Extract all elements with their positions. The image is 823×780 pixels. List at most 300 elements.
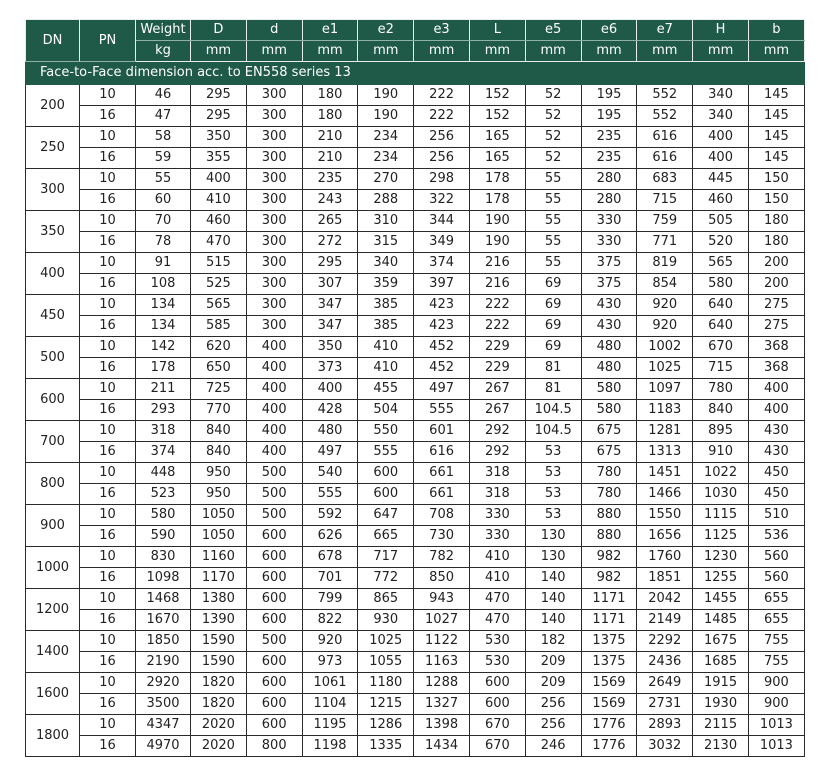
table-cell: 600 [246, 694, 302, 715]
table-cell: 180 [748, 232, 804, 253]
table-cell: 178 [469, 169, 525, 190]
table-cell: 256 [525, 715, 581, 736]
table-cell: 2115 [693, 715, 749, 736]
table-cell: 16 [80, 568, 136, 589]
table-cell: 150 [748, 190, 804, 211]
table-row [26, 358, 805, 379]
table-cell: 300 [246, 85, 302, 106]
table-cell: 10 [80, 421, 136, 442]
table-cell: 368 [748, 337, 804, 358]
table-cell: 300 [246, 274, 302, 295]
table-cell: 460 [693, 190, 749, 211]
table-cell: 520 [693, 232, 749, 253]
table-cell: 280 [581, 169, 637, 190]
header-pn: PN [80, 20, 136, 62]
table-cell: 840 [191, 421, 247, 442]
table-cell: 235 [302, 169, 358, 190]
table-cell: 55 [525, 253, 581, 274]
header-dn: DN [26, 20, 80, 62]
table-cell: 601 [414, 421, 470, 442]
table-cell: 400 [748, 400, 804, 421]
table-cell: 300 [246, 106, 302, 127]
table-cell: 1590 [191, 652, 247, 673]
table-cell: 292 [469, 421, 525, 442]
table-cell: 650 [191, 358, 247, 379]
table-cell: 55 [525, 211, 581, 232]
table-cell: 600 [246, 526, 302, 547]
table-cell: 300 [246, 169, 302, 190]
table-cell: 1335 [358, 736, 414, 757]
table-cell: 410 [358, 337, 414, 358]
table-cell: 52 [525, 148, 581, 169]
table-cell: 600 [246, 547, 302, 568]
table-cell: 340 [693, 106, 749, 127]
table-cell: 655 [748, 589, 804, 610]
dimension-table [25, 19, 805, 757]
dn-cell: 800 [26, 463, 80, 505]
table-cell: 374 [414, 253, 470, 274]
table-cell: 800 [246, 736, 302, 757]
table-cell: 55 [525, 232, 581, 253]
dn-cell: 700 [26, 421, 80, 463]
table-row [26, 463, 805, 484]
table-cell: 58 [136, 127, 191, 148]
table-cell: 455 [358, 379, 414, 400]
table-cell: 708 [414, 505, 470, 526]
table-cell: 1104 [302, 694, 358, 715]
table-cell: 1097 [637, 379, 693, 400]
table-cell: 355 [191, 148, 247, 169]
table-cell: 3032 [637, 736, 693, 757]
table-cell: 585 [191, 316, 247, 337]
table-cell: 340 [358, 253, 414, 274]
table-cell: 78 [136, 232, 191, 253]
table-cell: 385 [358, 316, 414, 337]
table-cell: 523 [136, 484, 191, 505]
table-cell: 550 [358, 421, 414, 442]
table-cell: 430 [581, 316, 637, 337]
table-cell: 555 [302, 484, 358, 505]
unit-e1: mm [302, 41, 358, 62]
table-cell: 580 [581, 379, 637, 400]
table-cell: 1685 [693, 652, 749, 673]
table-cell: 211 [136, 379, 191, 400]
unit-h: mm [693, 41, 749, 62]
table-cell: 1013 [748, 715, 804, 736]
table-cell: 850 [414, 568, 470, 589]
table-cell: 497 [414, 379, 470, 400]
table-cell: 1030 [693, 484, 749, 505]
table-cell: 725 [191, 379, 247, 400]
table-cell: 315 [358, 232, 414, 253]
header-h: H [693, 20, 749, 41]
table-cell: 69 [525, 295, 581, 316]
table-cell: 1466 [637, 484, 693, 505]
table-cell: 895 [693, 421, 749, 442]
table-cell: 600 [469, 673, 525, 694]
table-cell: 505 [693, 211, 749, 232]
unit-b: mm [748, 41, 804, 62]
table-cell: 1171 [581, 610, 637, 631]
table-cell: 344 [414, 211, 470, 232]
table-cell: 140 [525, 589, 581, 610]
table-cell: 265 [302, 211, 358, 232]
table-cell: 448 [136, 463, 191, 484]
table-cell: 616 [637, 148, 693, 169]
table-cell: 293 [136, 400, 191, 421]
table-cell: 500 [246, 505, 302, 526]
table-cell: 525 [191, 274, 247, 295]
table-cell: 375 [581, 253, 637, 274]
table-cell: 300 [246, 232, 302, 253]
table-row [26, 484, 805, 505]
table-cell: 580 [693, 274, 749, 295]
table-cell: 560 [748, 568, 804, 589]
table-cell: 16 [80, 358, 136, 379]
table-cell: 10 [80, 631, 136, 652]
table-row [26, 148, 805, 169]
table-cell: 1398 [414, 715, 470, 736]
table-cell: 1451 [637, 463, 693, 484]
table-cell: 755 [748, 631, 804, 652]
table-cell: 2292 [637, 631, 693, 652]
table-cell: 410 [191, 190, 247, 211]
table-row [26, 106, 805, 127]
table-cell: 480 [302, 421, 358, 442]
table-cell: 470 [191, 232, 247, 253]
table-cell: 1180 [358, 673, 414, 694]
dn-cell: 600 [26, 379, 80, 421]
table-row [26, 547, 805, 568]
table-cell: 130 [525, 526, 581, 547]
table-cell: 530 [469, 631, 525, 652]
table-cell: 930 [358, 610, 414, 631]
table-cell: 500 [246, 631, 302, 652]
table-cell: 1327 [414, 694, 470, 715]
table-cell: 165 [469, 148, 525, 169]
table-cell: 683 [637, 169, 693, 190]
table-row [26, 442, 805, 463]
dn-cell: 900 [26, 505, 80, 547]
table-cell: 52 [525, 106, 581, 127]
table-cell: 982 [581, 568, 637, 589]
table-cell: 428 [302, 400, 358, 421]
table-cell: 47 [136, 106, 191, 127]
table-cell: 330 [581, 232, 637, 253]
table-cell: 178 [136, 358, 191, 379]
table-cell: 16 [80, 442, 136, 463]
table-cell: 10 [80, 673, 136, 694]
dn-cell: 200 [26, 85, 80, 127]
table-row [26, 736, 805, 757]
table-cell: 70 [136, 211, 191, 232]
header-e6: e6 [581, 20, 637, 41]
table-cell: 920 [637, 295, 693, 316]
table-row [26, 715, 805, 736]
table-row [26, 85, 805, 106]
table-cell: 670 [469, 736, 525, 757]
table-cell: 1776 [581, 715, 637, 736]
table-cell: 349 [414, 232, 470, 253]
table-cell: 1215 [358, 694, 414, 715]
table-row [26, 400, 805, 421]
dn-cell: 350 [26, 211, 80, 253]
table-cell: 4970 [136, 736, 191, 757]
table-cell: 229 [469, 358, 525, 379]
unit-d-inner: mm [246, 41, 302, 62]
table-cell: 397 [414, 274, 470, 295]
table-cell: 16 [80, 190, 136, 211]
table-cell: 2731 [637, 694, 693, 715]
table-cell: 1055 [358, 652, 414, 673]
table-cell: 445 [693, 169, 749, 190]
table-cell: 665 [358, 526, 414, 547]
table-cell: 480 [581, 337, 637, 358]
table-cell: 626 [302, 526, 358, 547]
table-cell: 400 [191, 169, 247, 190]
table-cell: 10 [80, 505, 136, 526]
table-cell: 267 [469, 379, 525, 400]
table-cell: 16 [80, 484, 136, 505]
table-cell: 210 [302, 148, 358, 169]
table-cell: 1115 [693, 505, 749, 526]
table-cell: 1760 [637, 547, 693, 568]
table-cell: 460 [191, 211, 247, 232]
header-e7: e7 [637, 20, 693, 41]
unit-e7: mm [637, 41, 693, 62]
table-cell: 670 [469, 715, 525, 736]
table-cell: 780 [693, 379, 749, 400]
table-cell: 10 [80, 211, 136, 232]
header-l: L [469, 20, 525, 41]
table-row [26, 694, 805, 715]
table-cell: 1776 [581, 736, 637, 757]
table-row [26, 526, 805, 547]
table-cell: 600 [246, 610, 302, 631]
table-row [26, 673, 805, 694]
table-cell: 16 [80, 232, 136, 253]
table-cell: 52 [525, 127, 581, 148]
table-cell: 108 [136, 274, 191, 295]
table-cell: 600 [246, 673, 302, 694]
table-cell: 450 [748, 463, 804, 484]
table-cell: 270 [358, 169, 414, 190]
table-cell: 272 [302, 232, 358, 253]
table-cell: 195 [581, 85, 637, 106]
table-cell: 830 [136, 547, 191, 568]
table-cell: 55 [136, 169, 191, 190]
table-cell: 2190 [136, 652, 191, 673]
table-cell: 55 [525, 190, 581, 211]
table-cell: 600 [469, 694, 525, 715]
table-cell: 1468 [136, 589, 191, 610]
table-cell: 1050 [191, 526, 247, 547]
table-cell: 1569 [581, 673, 637, 694]
header-b: b [748, 20, 804, 41]
table-cell: 670 [693, 337, 749, 358]
table-cell: 182 [525, 631, 581, 652]
table-cell: 16 [80, 694, 136, 715]
dn-cell: 450 [26, 295, 80, 337]
table-cell: 53 [525, 505, 581, 526]
header-e3: e3 [414, 20, 470, 41]
table-cell: 759 [637, 211, 693, 232]
table-cell: 2149 [637, 610, 693, 631]
dn-cell: 250 [26, 127, 80, 169]
table-cell: 540 [302, 463, 358, 484]
table-cell: 1195 [302, 715, 358, 736]
unit-e6: mm [581, 41, 637, 62]
table-cell: 190 [469, 232, 525, 253]
table-cell: 536 [748, 526, 804, 547]
table-cell: 190 [469, 211, 525, 232]
table-cell: 900 [748, 673, 804, 694]
table-cell: 592 [302, 505, 358, 526]
table-cell: 555 [414, 400, 470, 421]
table-cell: 1230 [693, 547, 749, 568]
table-cell: 374 [136, 442, 191, 463]
table-row [26, 169, 805, 190]
header-d-outer: D [191, 20, 247, 41]
table-cell: 1125 [693, 526, 749, 547]
table-cell: 222 [469, 316, 525, 337]
table-cell: 2042 [637, 589, 693, 610]
table-cell: 91 [136, 253, 191, 274]
table-cell: 647 [358, 505, 414, 526]
table-cell: 16 [80, 274, 136, 295]
table-cell: 10 [80, 337, 136, 358]
table-cell: 580 [136, 505, 191, 526]
table-cell: 1375 [581, 631, 637, 652]
table-cell: 400 [246, 358, 302, 379]
table-cell: 322 [414, 190, 470, 211]
table-cell: 950 [191, 484, 247, 505]
table-cell: 799 [302, 589, 358, 610]
table-cell: 10 [80, 253, 136, 274]
table-cell: 1050 [191, 505, 247, 526]
table-cell: 950 [191, 463, 247, 484]
table-cell: 530 [469, 652, 525, 673]
table-cell: 10 [80, 463, 136, 484]
table-cell: 770 [191, 400, 247, 421]
table-cell: 1163 [414, 652, 470, 673]
dn-cell: 400 [26, 253, 80, 295]
table-cell: 59 [136, 148, 191, 169]
dn-cell: 1000 [26, 547, 80, 589]
table-cell: 10 [80, 169, 136, 190]
table-cell: 209 [525, 652, 581, 673]
header-d-inner: d [246, 20, 302, 41]
table-cell: 620 [191, 337, 247, 358]
table-cell: 2130 [693, 736, 749, 757]
table-cell: 368 [748, 358, 804, 379]
table-cell: 234 [358, 148, 414, 169]
table-cell: 430 [748, 421, 804, 442]
table-cell: 450 [748, 484, 804, 505]
table-cell: 1160 [191, 547, 247, 568]
table-cell: 222 [469, 295, 525, 316]
table-cell: 235 [581, 148, 637, 169]
note-row [26, 62, 805, 85]
table-cell: 300 [246, 190, 302, 211]
table-cell: 600 [246, 715, 302, 736]
table-row [26, 232, 805, 253]
table-cell: 210 [302, 127, 358, 148]
table-cell: 347 [302, 316, 358, 337]
unit-d-outer: mm [191, 41, 247, 62]
table-cell: 552 [637, 85, 693, 106]
table-cell: 60 [136, 190, 191, 211]
table-cell: 1485 [693, 610, 749, 631]
table-row [26, 295, 805, 316]
table-cell: 4347 [136, 715, 191, 736]
table-cell: 1569 [581, 694, 637, 715]
table-cell: 755 [748, 652, 804, 673]
table-row [26, 274, 805, 295]
table-cell: 295 [191, 106, 247, 127]
table-cell: 130 [525, 547, 581, 568]
table-cell: 504 [358, 400, 414, 421]
table-cell: 318 [469, 463, 525, 484]
table-cell: 200 [748, 253, 804, 274]
table-cell: 46 [136, 85, 191, 106]
table-cell: 560 [748, 547, 804, 568]
table-cell: 1198 [302, 736, 358, 757]
table-cell: 600 [358, 484, 414, 505]
table-cell: 256 [414, 127, 470, 148]
table-cell: 81 [525, 379, 581, 400]
unit-e5: mm [525, 41, 581, 62]
table-cell: 216 [469, 253, 525, 274]
table-cell: 1002 [637, 337, 693, 358]
unit-l: mm [469, 41, 525, 62]
table-cell: 2436 [637, 652, 693, 673]
table-cell: 330 [581, 211, 637, 232]
dn-cell: 500 [26, 337, 80, 379]
table-cell: 16 [80, 526, 136, 547]
face-to-face-note: Face-to-Face dimension acc. to EN558 series 13 [26, 62, 805, 85]
table-cell: 1025 [358, 631, 414, 652]
table-cell: 1288 [414, 673, 470, 694]
table-cell: 350 [302, 337, 358, 358]
table-cell: 452 [414, 337, 470, 358]
table-cell: 717 [358, 547, 414, 568]
table-cell: 1171 [581, 589, 637, 610]
table-cell: 410 [469, 568, 525, 589]
table-cell: 300 [246, 127, 302, 148]
header-weight: Weight [136, 20, 191, 41]
table-cell: 1820 [191, 673, 247, 694]
table-cell: 510 [748, 505, 804, 526]
header-e5: e5 [525, 20, 581, 41]
table-cell: 340 [693, 85, 749, 106]
table-cell: 145 [748, 127, 804, 148]
table-cell: 920 [637, 316, 693, 337]
table-cell: 880 [581, 526, 637, 547]
header-e2: e2 [358, 20, 414, 41]
table-cell: 1670 [136, 610, 191, 631]
table-cell: 275 [748, 295, 804, 316]
table-cell: 1390 [191, 610, 247, 631]
table-cell: 53 [525, 463, 581, 484]
dn-cell: 1600 [26, 673, 80, 715]
table-cell: 81 [525, 358, 581, 379]
table-cell: 854 [637, 274, 693, 295]
table-cell: 400 [246, 400, 302, 421]
table-cell: 400 [246, 442, 302, 463]
table-cell: 840 [693, 400, 749, 421]
table-cell: 145 [748, 85, 804, 106]
